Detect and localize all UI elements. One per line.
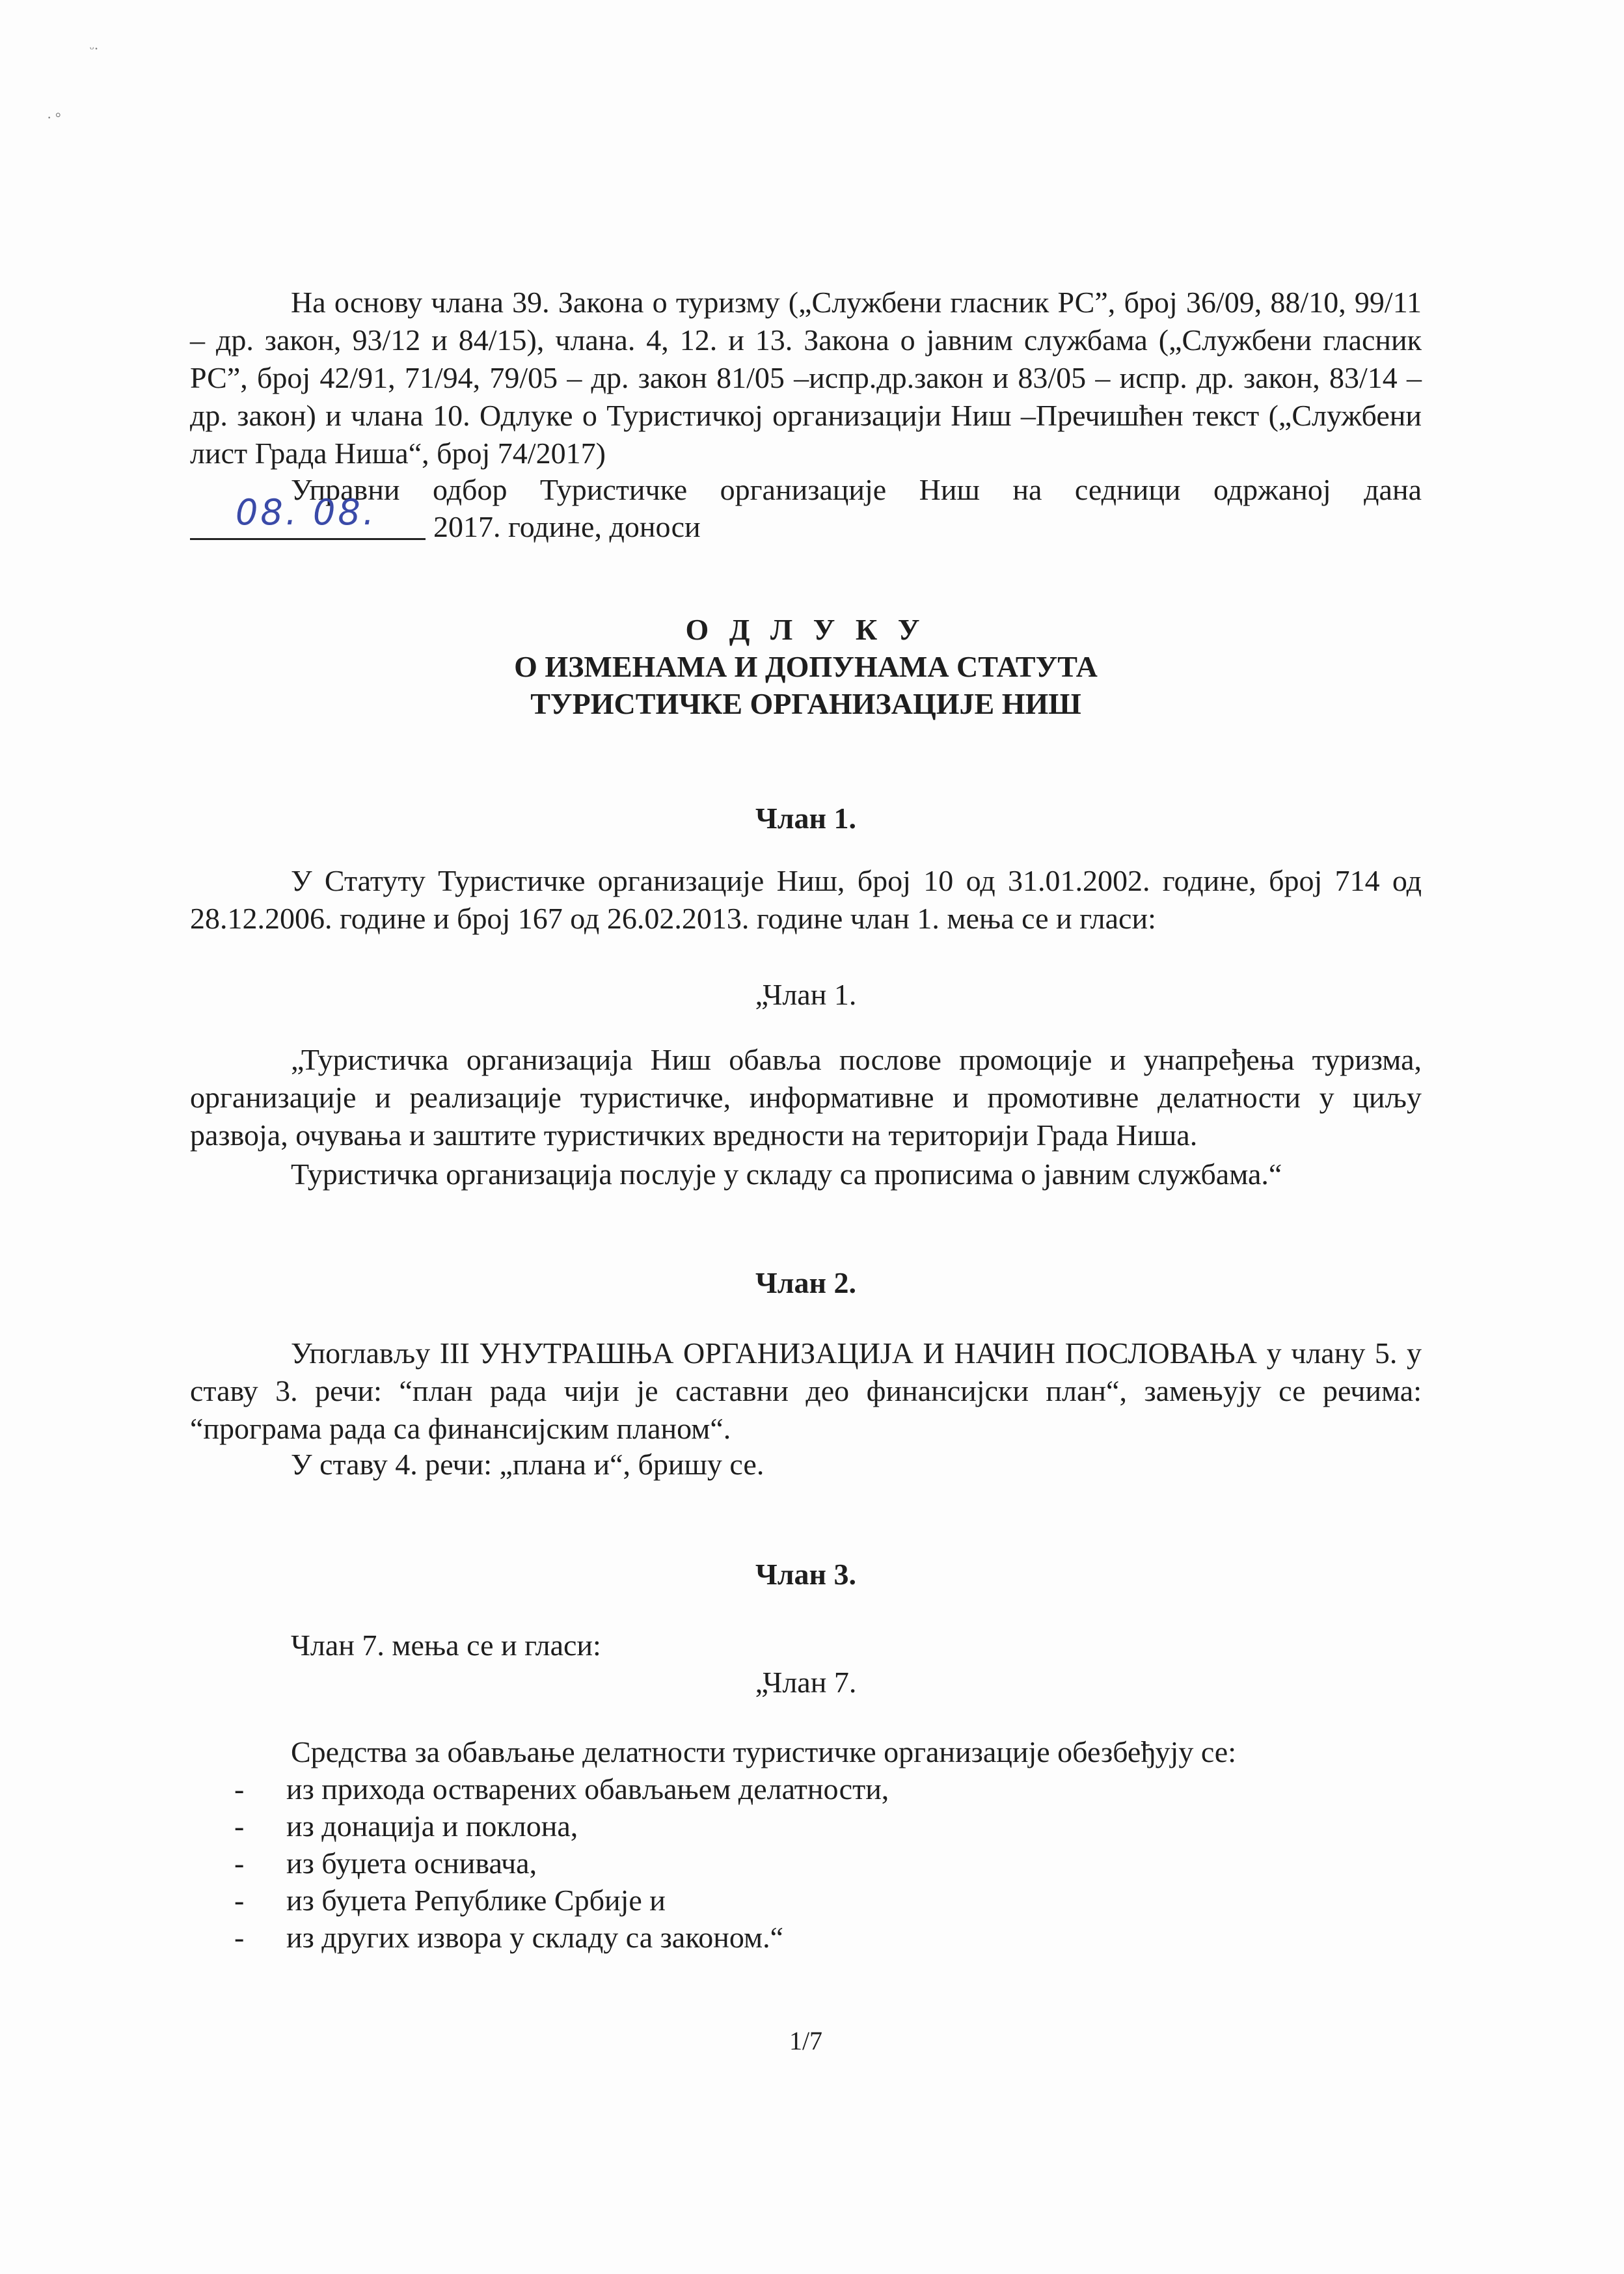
article-2-text-2: У ставу 4. речи: „плана и“, бришу се. [291, 1448, 765, 1481]
list-item-text: из донација и поклона, [286, 1809, 578, 1843]
list-item [234, 1882, 666, 1919]
article-3-intro: Члан 7. мења се и гласи: [291, 1629, 601, 1662]
article-3-quoted-heading: „Члан 7. [755, 1666, 857, 1699]
scan-speck: ᵕ· [90, 40, 99, 57]
list-dash: - [234, 1921, 245, 1954]
article-2-text: Упоглављу III УНУТРАШЊА ОРГАНИЗАЦИЈА И НАЧИН ПОСЛОВАЊА у члану 5. у ставу 3. речи: “план рада чији је саставни део финансијски план“, замењују се речима: “програма рада са финансијским планом“. [190, 1336, 1422, 1445]
article-1-quoted-paragraph: „Туристичка организација Ниш обавља послове промоције и унапређења туризма, организације и реализације туристичке, информативне и промотивне делатности у циљу развоја, очувања и заштите туристичких вредности на територији Града Ниша. [190, 1043, 1422, 1152]
list-item-text: из прихода остварених обављањем делатности, [286, 1772, 889, 1806]
article-3-heading: Члан 3. [755, 1558, 857, 1591]
preamble-board-line: Управни одбор Туристичке организације Ниш на седници одржаној дана [291, 473, 1422, 506]
decision-title: О Д Л У К У [685, 613, 927, 646]
date-blank-line [190, 538, 426, 540]
list-dash: - [234, 1884, 245, 1917]
list-item-text: из буџета оснивача, [286, 1847, 537, 1880]
article-1-text: У Статуту Туристичке организације Ниш, број 10 од 31.01.2002. године, број 714 од 28.12.2006. године и број 167 од 26.02.2013. године члан 1. мења се и гласи: [190, 864, 1422, 935]
list-dash: - [234, 1809, 245, 1843]
page-number: 1/7 [789, 2026, 823, 2055]
article-1-heading: Члан 1. [755, 802, 857, 835]
list-item-text: из буџета Републике Србије и [286, 1884, 666, 1917]
list-item [234, 1807, 578, 1845]
list-item [234, 1919, 783, 1956]
list-item-text: из других извора у складу са законом.“ [286, 1921, 783, 1954]
preamble-year-line: 2017. године, доноси [433, 510, 701, 543]
list-dash: - [234, 1772, 245, 1806]
article-1-quoted-heading: „Члан 1. [755, 978, 857, 1011]
decision-subtitle-2: ТУРИСТИЧКЕ ОРГАНИЗАЦИЈЕ НИШ [530, 687, 1081, 720]
list-dash: - [234, 1847, 245, 1880]
list-item [234, 1845, 537, 1882]
preamble-paragraph: На основу члана 39. Закона о туризму („Службени гласник РС”, број 36/09, 88/10, 99/11 – др. закон, 93/12 и 84/15), члана. 4, 12. и 13. Закона о јавним службама („Службени гласник РС”, број 42/91, 71/94, 79/05 – др. закон 81/05 –испр.др.закон и 83/05 – испр. др. закон, 83/14 – др. закон) и члана 10. Одлуке о Туристичкој организацији Ниш –Пречишћен текст („Службени лист Града Ниша“, број 74/2017) [190, 286, 1422, 470]
article-1-quoted-paragraph-2: Туристичка организација послује у складу са прописима о јавним службама.“ [291, 1157, 1282, 1191]
article-3-lead: Средства за обављање делатности туристичке организације обезбеђују се: [291, 1735, 1236, 1768]
handwritten-date: 08. 08. [236, 492, 377, 533]
article-2-heading: Члан 2. [755, 1266, 857, 1299]
decision-subtitle-1: О ИЗМЕНАМА И ДОПУНАМА СТАТУТА [514, 650, 1098, 683]
list-item [234, 1770, 889, 1808]
scan-speck: · ° [47, 109, 61, 126]
